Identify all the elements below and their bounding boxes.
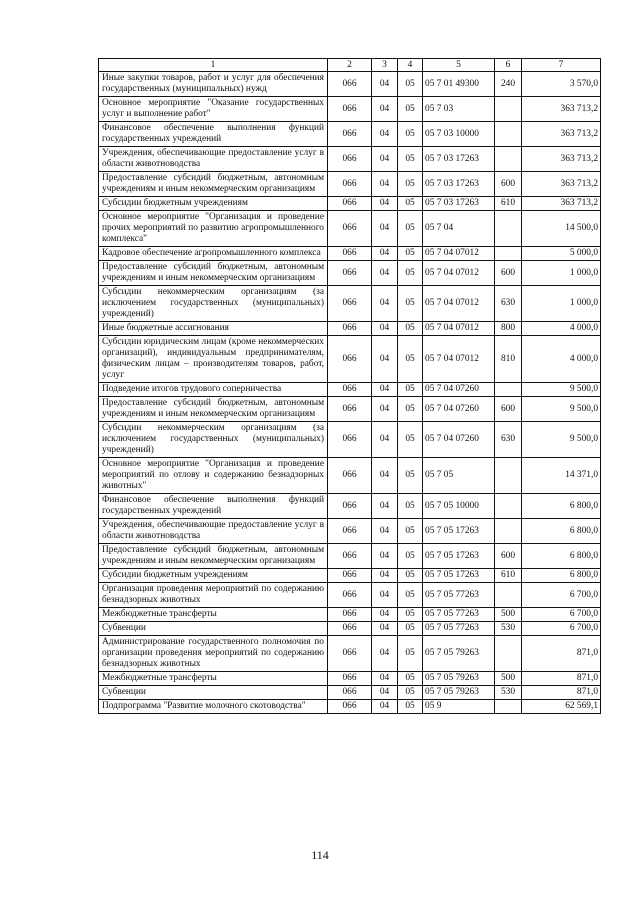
ministry-code-cell: 066 [328, 622, 372, 636]
expense-type-code-cell [495, 494, 522, 519]
section-code-cell: 04 [372, 686, 398, 700]
amount-cell: 363 713,2 [522, 197, 601, 211]
expense-type-code-cell: 610 [495, 197, 522, 211]
ministry-code-cell: 066 [328, 383, 372, 397]
header-row [99, 59, 601, 72]
expense-type-code-cell: 500 [495, 672, 522, 686]
amount-cell: 6 800,0 [522, 569, 601, 583]
amount-cell: 1 000,0 [522, 261, 601, 286]
amount-cell: 871,0 [522, 636, 601, 672]
item-name-cell: Основное мероприятие "Оказание государственных услуг и выполнение работ" [99, 97, 328, 122]
amount-cell: 871,0 [522, 686, 601, 700]
amount-cell: 363 713,2 [522, 172, 601, 197]
target-article-code-cell: 05 7 05 79263 [423, 672, 495, 686]
section-code-cell: 04 [372, 322, 398, 336]
table-row [99, 700, 601, 714]
item-name-cell: Иные закупки товаров, работ и услуг для обеспечения государственных (муниципальных) нужд [99, 72, 328, 97]
target-article-code-cell: 05 7 05 17263 [423, 519, 495, 544]
section-code-cell: 04 [372, 147, 398, 172]
target-article-code-cell: 05 7 03 17263 [423, 147, 495, 172]
amount-cell: 62 569,1 [522, 700, 601, 714]
expense-type-code-cell [495, 383, 522, 397]
subsection-code-cell: 05 [398, 397, 423, 422]
subsection-code-cell: 05 [398, 544, 423, 569]
table-row [99, 622, 601, 636]
item-name-cell: Учреждения, обеспечивающие предоставление услуг в области животноводства [99, 147, 328, 172]
item-name-cell: Субсидии бюджетным учреждениям [99, 569, 328, 583]
item-name-cell: Основное мероприятие "Организация и проведение мероприятий по отлову и содержанию безнадзорных животных" [99, 458, 328, 494]
ministry-code-cell: 066 [328, 458, 372, 494]
table-row [99, 122, 601, 147]
subsection-code-cell: 05 [398, 700, 423, 714]
ministry-code-cell: 066 [328, 608, 372, 622]
expense-type-code-cell: 600 [495, 261, 522, 286]
expense-type-code-cell: 810 [495, 336, 522, 383]
item-name-cell: Иные бюджетные ассигнования [99, 322, 328, 336]
table-row [99, 608, 601, 622]
amount-cell: 6 700,0 [522, 583, 601, 608]
section-code-cell: 04 [372, 172, 398, 197]
ministry-code-cell: 066 [328, 197, 372, 211]
section-code-cell: 04 [372, 636, 398, 672]
ministry-code-cell: 066 [328, 686, 372, 700]
section-code-cell: 04 [372, 247, 398, 261]
target-article-code-cell: 05 7 05 17263 [423, 569, 495, 583]
target-article-code-cell: 05 7 04 07012 [423, 336, 495, 383]
subsection-code-cell: 05 [398, 636, 423, 672]
subsection-code-cell: 05 [398, 247, 423, 261]
table-row [99, 494, 601, 519]
item-name-cell: Межбюджетные трансферты [99, 672, 328, 686]
ministry-code-cell: 066 [328, 122, 372, 147]
target-article-code-cell: 05 7 04 07260 [423, 383, 495, 397]
subsection-code-cell: 05 [398, 383, 423, 397]
section-code-cell: 04 [372, 286, 398, 322]
target-article-code-cell: 05 7 05 [423, 458, 495, 494]
amount-cell: 6 700,0 [522, 622, 601, 636]
table-row [99, 172, 601, 197]
ministry-code-cell: 066 [328, 286, 372, 322]
subsection-code-cell: 05 [398, 569, 423, 583]
section-code-cell: 04 [372, 397, 398, 422]
table-row [99, 147, 601, 172]
section-code-cell: 04 [372, 197, 398, 211]
item-name-cell: Межбюджетные трансферты [99, 608, 328, 622]
expense-type-code-cell: 600 [495, 397, 522, 422]
section-code-cell: 04 [372, 383, 398, 397]
expense-type-code-cell [495, 458, 522, 494]
table-row [99, 197, 601, 211]
header-cell-5: 5 [423, 59, 495, 72]
expense-type-code-cell: 500 [495, 608, 522, 622]
target-article-code-cell: 05 7 05 17263 [423, 544, 495, 569]
target-article-code-cell: 05 7 04 [423, 211, 495, 247]
section-code-cell: 04 [372, 608, 398, 622]
expense-type-code-cell [495, 122, 522, 147]
ministry-code-cell: 066 [328, 544, 372, 569]
amount-cell: 6 800,0 [522, 519, 601, 544]
subsection-code-cell: 05 [398, 322, 423, 336]
subsection-code-cell: 05 [398, 686, 423, 700]
section-code-cell: 04 [372, 261, 398, 286]
target-article-code-cell: 05 7 03 [423, 97, 495, 122]
subsection-code-cell: 05 [398, 147, 423, 172]
section-code-cell: 04 [372, 569, 398, 583]
item-name-cell: Предоставление субсидий бюджетным, автономным учреждениям и иным некоммерческим организациям [99, 172, 328, 197]
subsection-code-cell: 05 [398, 72, 423, 97]
target-article-code-cell: 05 7 05 79263 [423, 636, 495, 672]
ministry-code-cell: 066 [328, 322, 372, 336]
expense-type-code-cell [495, 247, 522, 261]
section-code-cell: 04 [372, 494, 398, 519]
expense-type-code-cell [495, 700, 522, 714]
table-body [99, 59, 601, 714]
target-article-code-cell: 05 7 04 07012 [423, 247, 495, 261]
target-article-code-cell: 05 7 04 07260 [423, 422, 495, 458]
target-article-code-cell: 05 7 04 07260 [423, 397, 495, 422]
target-article-code-cell: 05 7 03 17263 [423, 197, 495, 211]
subsection-code-cell: 05 [398, 458, 423, 494]
subsection-code-cell: 05 [398, 286, 423, 322]
section-code-cell: 04 [372, 336, 398, 383]
header-cell-6: 6 [495, 59, 522, 72]
expense-type-code-cell [495, 636, 522, 672]
amount-cell: 6 800,0 [522, 494, 601, 519]
ministry-code-cell: 066 [328, 519, 372, 544]
amount-cell: 14 500,0 [522, 211, 601, 247]
section-code-cell: 04 [372, 672, 398, 686]
expense-type-code-cell: 600 [495, 172, 522, 197]
subsection-code-cell: 05 [398, 622, 423, 636]
expense-type-code-cell [495, 211, 522, 247]
item-name-cell: Подведение итогов трудового соперничества [99, 383, 328, 397]
expense-type-code-cell: 530 [495, 622, 522, 636]
amount-cell: 3 570,0 [522, 72, 601, 97]
expense-type-code-cell [495, 519, 522, 544]
header-cell-4: 4 [398, 59, 423, 72]
amount-cell: 1 000,0 [522, 286, 601, 322]
table-row [99, 247, 601, 261]
table-row [99, 336, 601, 383]
section-code-cell: 04 [372, 97, 398, 122]
section-code-cell: 04 [372, 544, 398, 569]
amount-cell: 363 713,2 [522, 147, 601, 172]
header-cell-3: 3 [372, 59, 398, 72]
item-name-cell: Предоставление субсидий бюджетным, автономным учреждениям и иным некоммерческим организациям [99, 544, 328, 569]
item-name-cell: Кадровое обеспечение агропромышленного комплекса [99, 247, 328, 261]
section-code-cell: 04 [372, 211, 398, 247]
target-article-code-cell: 05 7 05 77263 [423, 583, 495, 608]
budget-table [98, 58, 601, 714]
subsection-code-cell: 05 [398, 422, 423, 458]
header-cell-2: 2 [328, 59, 372, 72]
amount-cell: 4 000,0 [522, 336, 601, 383]
table-row [99, 383, 601, 397]
item-name-cell: Субсидии бюджетным учреждениям [99, 197, 328, 211]
ministry-code-cell: 066 [328, 672, 372, 686]
amount-cell: 9 500,0 [522, 397, 601, 422]
expense-type-code-cell: 630 [495, 422, 522, 458]
target-article-code-cell: 05 7 04 07012 [423, 286, 495, 322]
target-article-code-cell: 05 7 03 10000 [423, 122, 495, 147]
item-name-cell: Субвенции [99, 686, 328, 700]
section-code-cell: 04 [372, 458, 398, 494]
amount-cell: 5 000,0 [522, 247, 601, 261]
item-name-cell: Финансовое обеспечение выполнения функций государственных учреждений [99, 122, 328, 147]
section-code-cell: 04 [372, 122, 398, 147]
section-code-cell: 04 [372, 583, 398, 608]
subsection-code-cell: 05 [398, 197, 423, 211]
ministry-code-cell: 066 [328, 494, 372, 519]
subsection-code-cell: 05 [398, 583, 423, 608]
amount-cell: 363 713,2 [522, 97, 601, 122]
item-name-cell: Организация проведения мероприятий по содержанию безнадзорных животных [99, 583, 328, 608]
table-row [99, 672, 601, 686]
table-row [99, 583, 601, 608]
target-article-code-cell: 05 7 01 49300 [423, 72, 495, 97]
expense-type-code-cell [495, 147, 522, 172]
subsection-code-cell: 05 [398, 97, 423, 122]
item-name-cell: Предоставление субсидий бюджетным, автономным учреждениям и иным некоммерческим организациям [99, 261, 328, 286]
table-row [99, 72, 601, 97]
ministry-code-cell: 066 [328, 422, 372, 458]
amount-cell: 6 700,0 [522, 608, 601, 622]
item-name-cell: Субсидии некоммерческим организациям (за исключением государственных (муниципальных) учреждений) [99, 286, 328, 322]
item-name-cell: Предоставление субсидий бюджетным, автономным учреждениям и иным некоммерческим организациям [99, 397, 328, 422]
table-row [99, 458, 601, 494]
expense-type-code-cell: 800 [495, 322, 522, 336]
section-code-cell: 04 [372, 519, 398, 544]
table-row [99, 397, 601, 422]
subsection-code-cell: 05 [398, 122, 423, 147]
amount-cell: 6 800,0 [522, 544, 601, 569]
ministry-code-cell: 066 [328, 147, 372, 172]
table-row [99, 261, 601, 286]
expense-type-code-cell: 630 [495, 286, 522, 322]
ministry-code-cell: 066 [328, 97, 372, 122]
section-code-cell: 04 [372, 622, 398, 636]
target-article-code-cell: 05 9 [423, 700, 495, 714]
target-article-code-cell: 05 7 05 77263 [423, 608, 495, 622]
ministry-code-cell: 066 [328, 72, 372, 97]
expense-type-code-cell [495, 97, 522, 122]
item-name-cell: Субвенции [99, 622, 328, 636]
item-name-cell: Учреждения, обеспечивающие предоставление услуг в области животноводства [99, 519, 328, 544]
ministry-code-cell: 066 [328, 336, 372, 383]
ministry-code-cell: 066 [328, 247, 372, 261]
expense-type-code-cell: 530 [495, 686, 522, 700]
ministry-code-cell: 066 [328, 636, 372, 672]
subsection-code-cell: 05 [398, 519, 423, 544]
amount-cell: 9 500,0 [522, 422, 601, 458]
subsection-code-cell: 05 [398, 261, 423, 286]
amount-cell: 4 000,0 [522, 322, 601, 336]
target-article-code-cell: 05 7 05 77263 [423, 622, 495, 636]
table-row [99, 686, 601, 700]
target-article-code-cell: 05 7 04 07012 [423, 261, 495, 286]
ministry-code-cell: 066 [328, 261, 372, 286]
page-number: 114 [311, 848, 329, 862]
ministry-code-cell: 066 [328, 569, 372, 583]
item-name-cell: Подпрограмма "Развитие молочного скотоводства" [99, 700, 328, 714]
target-article-code-cell: 05 7 04 07012 [423, 322, 495, 336]
subsection-code-cell: 05 [398, 494, 423, 519]
table-row [99, 97, 601, 122]
amount-cell: 14 371,0 [522, 458, 601, 494]
amount-cell: 9 500,0 [522, 383, 601, 397]
table-row [99, 544, 601, 569]
item-name-cell: Финансовое обеспечение выполнения функций государственных учреждений [99, 494, 328, 519]
table-row [99, 519, 601, 544]
subsection-code-cell: 05 [398, 672, 423, 686]
table-row [99, 286, 601, 322]
section-code-cell: 04 [372, 700, 398, 714]
subsection-code-cell: 05 [398, 172, 423, 197]
item-name-cell: Субсидии некоммерческим организациям (за исключением государственных (муниципальных) учреждений) [99, 422, 328, 458]
amount-cell: 871,0 [522, 672, 601, 686]
item-name-cell: Администрирование государственного полномочия по организации проведения мероприятий по содержанию безнадзорных животных [99, 636, 328, 672]
expense-type-code-cell: 240 [495, 72, 522, 97]
table-row [99, 422, 601, 458]
target-article-code-cell: 05 7 03 17263 [423, 172, 495, 197]
ministry-code-cell: 066 [328, 397, 372, 422]
ministry-code-cell: 066 [328, 211, 372, 247]
table-row [99, 569, 601, 583]
subsection-code-cell: 05 [398, 336, 423, 383]
header-cell-1: 1 [99, 59, 328, 72]
header-cell-7: 7 [522, 59, 601, 72]
table-row [99, 211, 601, 247]
ministry-code-cell: 066 [328, 172, 372, 197]
section-code-cell: 04 [372, 422, 398, 458]
target-article-code-cell: 05 7 05 10000 [423, 494, 495, 519]
expense-type-code-cell: 600 [495, 544, 522, 569]
ministry-code-cell: 066 [328, 583, 372, 608]
item-name-cell: Основное мероприятие "Организация и проведение прочих мероприятий по развитию агропромышленного комплекса" [99, 211, 328, 247]
target-article-code-cell: 05 7 05 79263 [423, 686, 495, 700]
amount-cell: 363 713,2 [522, 122, 601, 147]
table-row [99, 322, 601, 336]
item-name-cell: Субсидии юридическим лицам (кроме некоммерческих организаций), индивидуальным предпринимателям, физическим лицам – производителям товаров, работ, услуг [99, 336, 328, 383]
expense-type-code-cell [495, 583, 522, 608]
table-row [99, 636, 601, 672]
subsection-code-cell: 05 [398, 211, 423, 247]
subsection-code-cell: 05 [398, 608, 423, 622]
section-code-cell: 04 [372, 72, 398, 97]
ministry-code-cell: 066 [328, 700, 372, 714]
expense-type-code-cell: 610 [495, 569, 522, 583]
